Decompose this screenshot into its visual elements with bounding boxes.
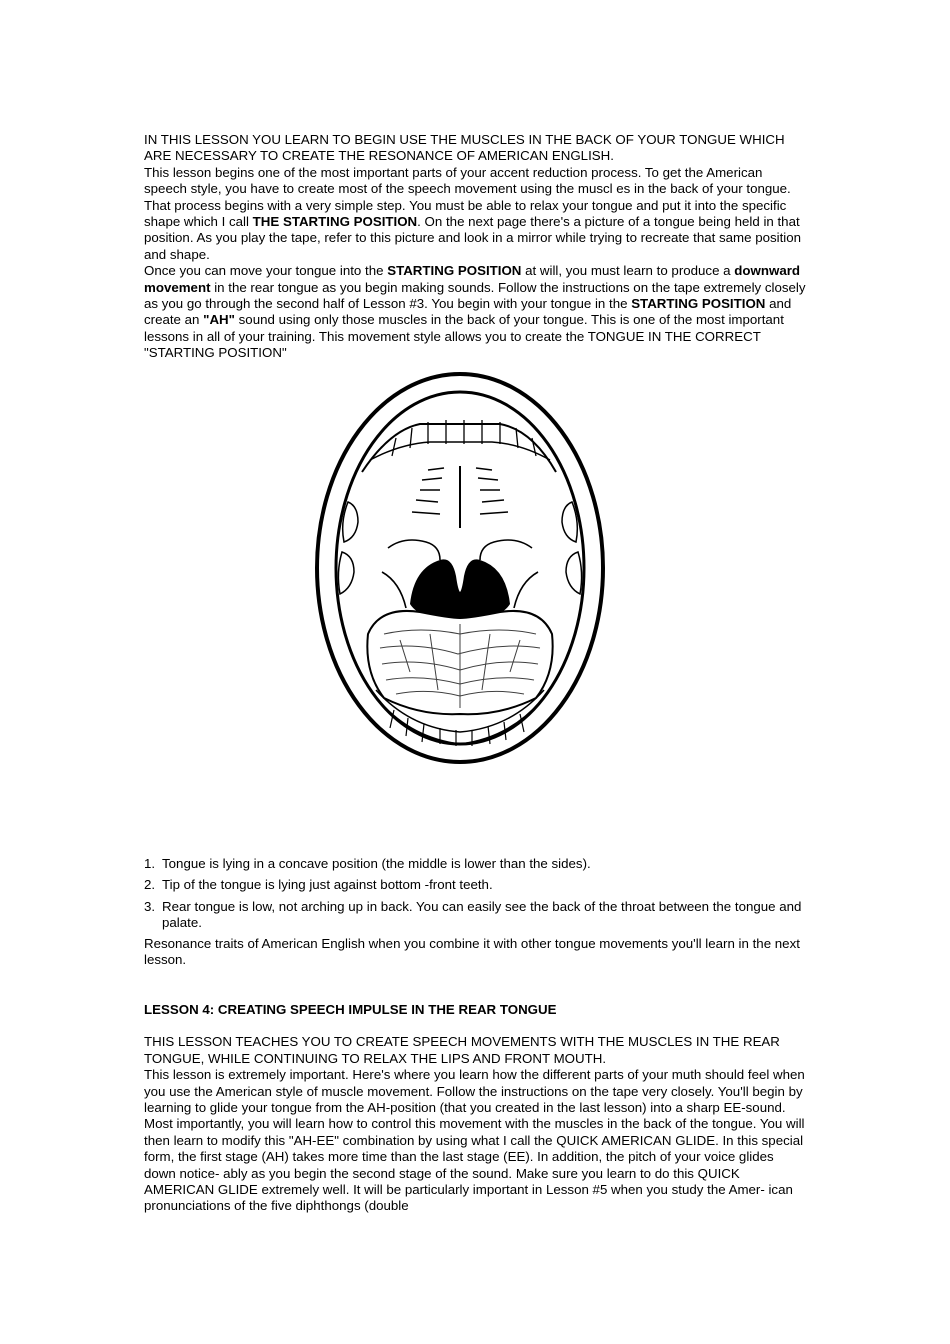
intro-section xyxy=(144,132,808,362)
position-list xyxy=(144,856,808,937)
list-item: 2. Tip of the tongue is lying just against bottom -front teeth. xyxy=(144,877,493,893)
mouth-illustration xyxy=(300,372,620,782)
lesson-4-heading: THIS LESSON TEACHES YOU TO CREATE SPEECH MOVEMENTS WITH THE MUSCLES IN THE REAR TONGUE, WHILE CONTINUING TO RELAX THE LIPS AND FRONT MOUTH. xyxy=(144,1034,780,1066)
intro-paragraph-2: Once you can move your tongue into the STARTING POSITION at will, you must learn to produce a downward movement in the rear tongue as you begin making sounds. Follow the instructions on the tape extremely closely as you go through the second half of Lesson #3. You begin with your tongue in the STARTING POSITION and create an "AH" sound using only those muscles in the back of your tongue. This is one of the most important lessons in all of your training. This movement style allows you to create the TONGUE IN THE CORRECT "STARTING POSITION" xyxy=(144,263,806,361)
list-item: 3. Rear tongue is low, not arching up in back. You can easily see the back of the throat between the tongue and palate. xyxy=(144,898,802,931)
intro-paragraph-1: This lesson begins one of the most important parts of your accent reduction process. To get the American speech style, you have to create most of the speech movement using the muscl es in the back of your tongue. That process begins with a very simple step. You must be able to relax your tongue and put it into the specific shape which I call THE STARTING POSITION. On the next page there's a picture of a tongue being held in that position. As you play the tape, refer to this picture and look in a mirror while trying to recreate that same position and shape. xyxy=(144,164,802,262)
lesson-4-section xyxy=(144,1002,808,1215)
lesson-4-body: This lesson is extremely important. Here's where you learn how the different parts of your muth should feel when you use the American style of muscle movement. Follow the instructions on the tape very closely. You'll begin by learning to glide your tongue from the AH-position (that you created in the last lesson) into a sharp EE-sound. Most importantly, you will learn how to control this movement with the muscles in the back of the tongue. You will then learn to modify this "AH-EE" combination by using what I call the QUICK AMERICAN GLIDE. In this special form, the first stage (AH) takes more time than the last stage (EE). In addition, the pitch of your voice glides down notice- ably as you begin the second stage of the sound. Make sure you learn to do this QUICK AMERICAN GLIDE extremely well. It will be particularly important in Lesson #5 when you study the Amer- ican pronunciations of the five diphthongs (double xyxy=(144,1067,805,1214)
intro-heading: IN THIS LESSON YOU LEARN TO BEGIN USE THE MUSCLES IN THE BACK OF YOUR TONGUE WHICH ARE NECESSARY TO CREATE THE RESONANCE OF AMERICAN ENGLISH. xyxy=(144,132,785,164)
list-item: 1. Tongue is lying in a concave position (the middle is lower than the sides). xyxy=(144,856,591,871)
lesson-4-title: LESSON 4: CREATING SPEECH IMPULSE IN THE REAR TONGUE xyxy=(144,1002,557,1017)
upper-teeth xyxy=(362,424,556,472)
after-list-paragraph: Resonance traits of American English when you combine it with other tongue movements you'll learn in the next lesson. xyxy=(144,936,800,968)
